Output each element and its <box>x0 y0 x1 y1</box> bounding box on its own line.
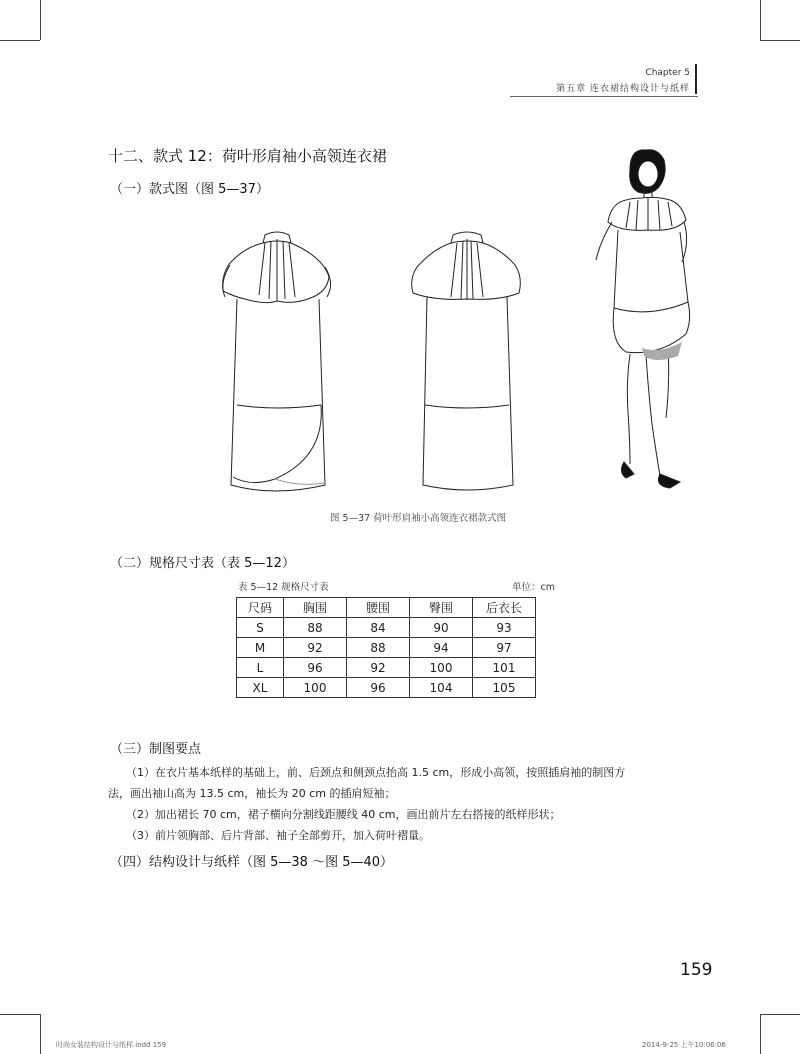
table-cell: 84 <box>347 618 410 638</box>
table-cell: S <box>237 618 284 638</box>
chapter-label-en: Chapter 5 <box>645 68 690 78</box>
table-cell: 96 <box>284 658 347 678</box>
table-unit: 单位：cm <box>512 582 555 593</box>
table-row <box>237 658 536 678</box>
crop-mark <box>760 0 761 40</box>
crop-mark <box>760 1014 761 1054</box>
table-header-cell: 胸围 <box>284 598 347 618</box>
crop-mark <box>760 1014 800 1015</box>
point-2: （2）加出裙长 70 cm，裙子横向分割线距腰线 40 cm，画出前片左右搭接的纸样形状； <box>126 808 561 821</box>
point-1-line-2: 法，画出袖山高为 13.5 cm，袖长为 20 cm 的插肩短袖； <box>108 787 396 800</box>
crop-mark <box>40 0 41 40</box>
back-dress-sketch <box>405 225 530 495</box>
figure-caption: 图 5—37 荷叶形肩袖小高领连衣裙款式图 <box>330 513 507 524</box>
page-number: 159 <box>680 960 713 980</box>
table-cell: 88 <box>347 638 410 658</box>
point-3: （3）前片领胸部、后片背部、袖子全部剪开，加入荷叶褶量。 <box>126 829 430 842</box>
table-header-cell: 臀围 <box>410 598 473 618</box>
table-cell: 94 <box>410 638 473 658</box>
table-row <box>237 678 536 698</box>
subheading-spec-table: （二）规格尺寸表（表 5—12） <box>110 556 295 571</box>
table-header-cell: 后衣长 <box>473 598 536 618</box>
table-cell: L <box>237 658 284 678</box>
table-cell: 104 <box>410 678 473 698</box>
table-cell: 105 <box>473 678 536 698</box>
table-row <box>237 638 536 658</box>
table-cell: 100 <box>284 678 347 698</box>
crop-mark <box>760 40 800 41</box>
table-cell: 100 <box>410 658 473 678</box>
table-cell: 90 <box>410 618 473 638</box>
footer-timestamp: 2014-9-25 上午10:06:06 <box>642 1041 726 1049</box>
crop-mark <box>0 40 40 41</box>
chapter-label-cn: 第五章 连衣裙结构设计与纸样 <box>556 84 690 94</box>
front-dress-sketch <box>215 225 340 495</box>
header-rule <box>510 96 698 97</box>
subheading-style-drawing: （一）款式图（图 5—37） <box>110 182 269 197</box>
table-cell: 93 <box>473 618 536 638</box>
footer-file: 时尚女装结构设计与纸样.indd 159 <box>56 1041 167 1049</box>
subheading-drafting-points: （三）制图要点 <box>110 742 202 757</box>
crop-mark <box>40 1014 41 1054</box>
table-cell: 97 <box>473 638 536 658</box>
table-header-cell: 尺码 <box>237 598 284 618</box>
table-header-row <box>237 598 536 618</box>
table-cell: 101 <box>473 658 536 678</box>
table-header-cell: 腰围 <box>347 598 410 618</box>
table-cell: 88 <box>284 618 347 638</box>
subheading-structure-design: （四）结构设计与纸样（图 5—38 ～图 5—40） <box>110 855 394 870</box>
spec-table <box>236 597 536 698</box>
header-bar <box>695 64 697 94</box>
table-caption: 表 5—12 规格尺寸表 <box>238 582 329 593</box>
crop-mark <box>0 1014 40 1015</box>
fashion-figure-illustration <box>590 142 700 497</box>
table-cell: 96 <box>347 678 410 698</box>
table-cell: XL <box>237 678 284 698</box>
table-cell: M <box>237 638 284 658</box>
table-cell: 92 <box>347 658 410 678</box>
table-cell: 92 <box>284 638 347 658</box>
point-1-line-1: （1）在衣片基本纸样的基础上，前、后颈点和侧颈点抬高 1.5 cm，形成小高领，按照插肩袖的制图方 <box>126 766 626 779</box>
table-row <box>237 618 536 638</box>
section-title: 十二、款式 12：荷叶形肩袖小高领连衣裙 <box>108 147 387 165</box>
